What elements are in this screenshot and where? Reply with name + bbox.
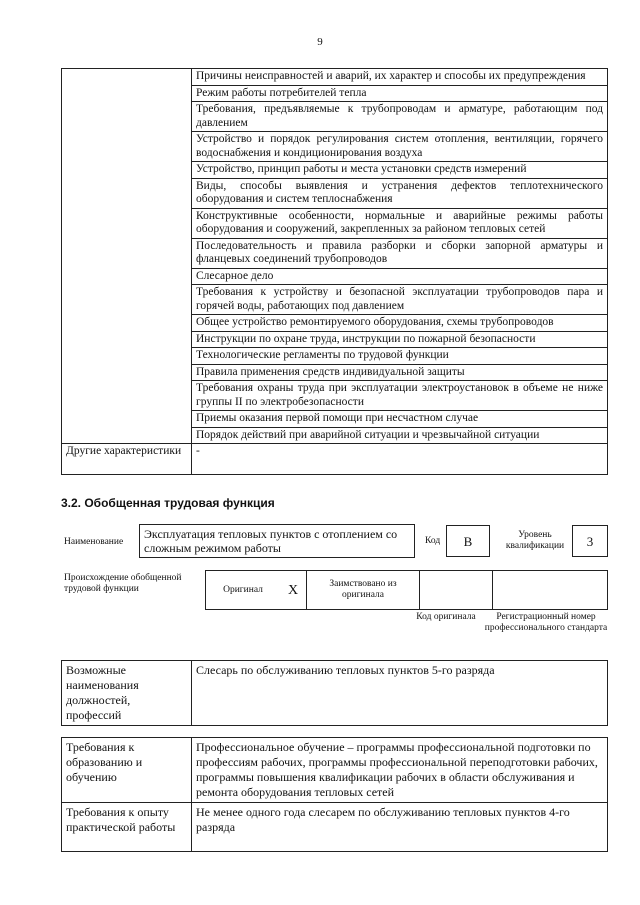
education-value: Профессиональное обучение – программы профессиональной подготовки по профессиям рабочих, программы профессиональной переподготовки рабочих, программы повышения квалификации рабочих в области обслуживания и ремонта оборудования тепловых сетей: [192, 738, 608, 803]
requirements-table: [61, 737, 608, 852]
page-number: 9: [317, 36, 323, 48]
knowledge-item: Технологические регламенты по трудовой функции: [192, 348, 608, 365]
experience-value: Не менее одного года слесарем по обслуживанию тепловых пунктов 4-го разряда: [192, 803, 608, 852]
positions-table: [61, 660, 608, 726]
other-characteristics-value: -: [192, 444, 608, 475]
section-heading: 3.2. Обобщенная трудовая функция: [61, 496, 275, 510]
knowledge-item: Последовательность и правила разборки и сборки запорной арматуры и фланцевых соединений трубопроводов: [192, 238, 608, 268]
reg-caption: Регистрационный номер профессионального стандарта: [484, 612, 608, 633]
borrowed-label: Заимствовано из оригинала: [307, 571, 420, 610]
knowledge-item: Причины неисправностей и аварий, их характер и способы их предупреждения: [192, 69, 608, 86]
origin-label: Происхождение обобщенной трудовой функции: [64, 573, 182, 594]
knowledge-item: Требования, предъявляемые к трубопроводам и арматуре, работающим под давлением: [192, 102, 608, 132]
knowledge-item: Порядок действий при аварийной ситуации и чрезвычайной ситуации: [192, 427, 608, 444]
original-mark: X: [280, 571, 307, 610]
knowledge-item: Приемы оказания первой помощи при несчастном случае: [192, 411, 608, 428]
knowledge-item: Инструкции по охране труда, инструкции по пожарной безопасности: [192, 331, 608, 348]
other-characteristics-label: Другие характеристики: [62, 444, 192, 475]
name-label: Наименование: [64, 537, 124, 547]
knowledge-item: Виды, способы выявления и устранения дефектов теплотехнического оборудования и систем теплоснабжения: [192, 178, 608, 208]
code-caption: Код оригинала: [416, 612, 476, 622]
positions-value: Слесарь по обслуживанию тепловых пунктов 5-го разряда: [192, 661, 608, 726]
table-row: [62, 69, 608, 86]
knowledge-item: Устройство, принцип работы и места установки средств измерений: [192, 162, 608, 179]
education-label: Требования к образованию и обучению: [62, 738, 192, 803]
experience-label: Требования к опыту практической работы: [62, 803, 192, 852]
code-box: B: [446, 525, 490, 557]
table-row: [62, 661, 608, 726]
table-row: [206, 571, 608, 610]
knowledge-item: Конструктивные особенности, нормальные и аварийные режимы работы оборудования и сооружений, закрепленных за районом тепловых сетей: [192, 208, 608, 238]
reg-number-cell: [493, 571, 608, 610]
knowledge-item: Общее устройство ремонтируемого оборудования, схемы трубопроводов: [192, 315, 608, 332]
knowledge-label-cell: [62, 69, 192, 444]
knowledge-table: [61, 68, 608, 475]
original-code-cell: [420, 571, 493, 610]
knowledge-item: Режим работы потребителей тепла: [192, 85, 608, 102]
knowledge-item: Требования охраны труда при эксплуатации электроустановок в объеме не ниже группы II по электробезопасности: [192, 381, 608, 411]
level-box: 3: [572, 525, 608, 557]
function-name-box: Эксплуатация тепловых пунктов с отоплением со сложным режимом работы: [139, 524, 415, 558]
knowledge-item: Устройство и порядок регулирования систем отопления, вентиляции, горячего водоснабжения и кондиционирования воздуха: [192, 132, 608, 162]
table-row: [62, 803, 608, 852]
knowledge-item: Требования к устройству и безопасной эксплуатации трубопроводов пара и горячей воды, работающих под давлением: [192, 285, 608, 315]
positions-label: Возможные наименования должностей, профессий: [62, 661, 192, 726]
origin-table: [205, 570, 608, 610]
table-row: [62, 444, 608, 475]
level-label: Уровень квалификации: [505, 530, 565, 551]
code-label: Код: [425, 536, 441, 546]
table-row: [62, 738, 608, 803]
original-label: Оригинал: [206, 571, 281, 610]
knowledge-item: Правила применения средств индивидуальной защиты: [192, 364, 608, 381]
knowledge-item: Слесарное дело: [192, 268, 608, 285]
